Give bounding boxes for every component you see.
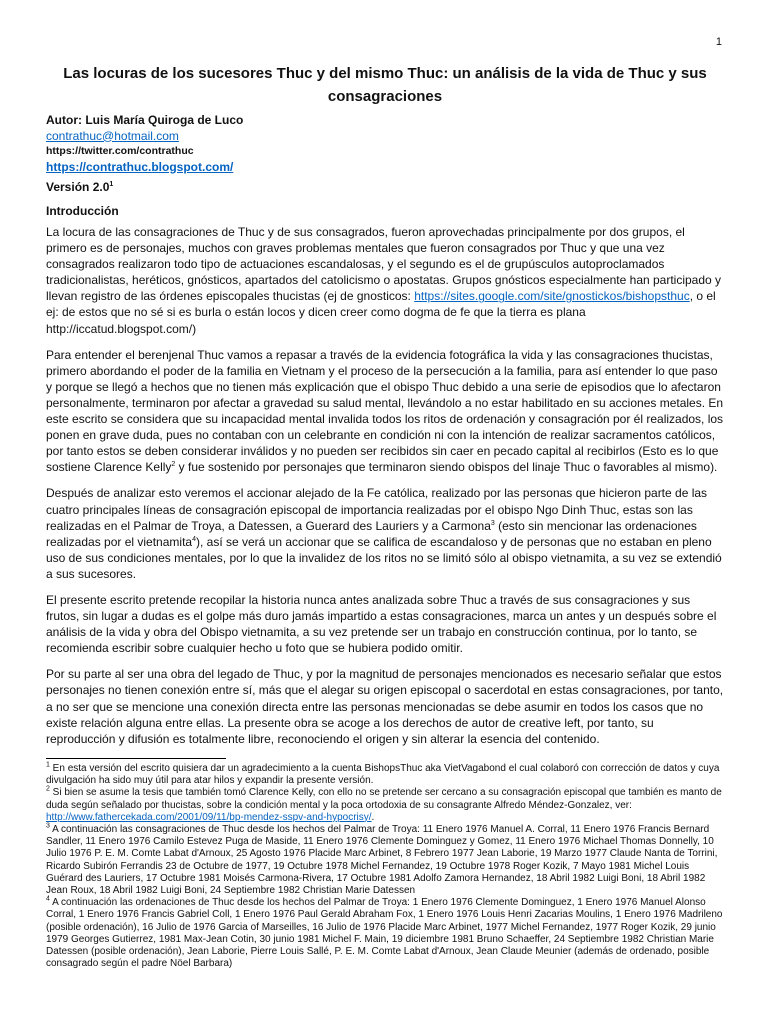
footnote-2 xyxy=(46,787,724,824)
paragraph-1 xyxy=(46,224,724,337)
footnote-1-text: En esta versión del escrito quisiera dar un agradecimiento a la cuenta BishopsThuc aka VietVagabond el cual colaboró con corrección de datos y cuya divulgación ha sido muy útil para atar hilos y expandir la presente versión. xyxy=(46,763,720,787)
footnote-ref-3: 3 xyxy=(490,519,495,527)
twitter-url: https://twitter.com/contrathuc xyxy=(46,145,194,157)
paragraph-4: El presente escrito pretende recopilar la historia nunca antes analizada sobre Thuc a través de sus consagraciones y sus frutos, sin lugar a dudas es el golpe más duro jamás impartido a estas consagraciones, marca un antes y un después sobre el análisis de la vida y obra del Obispo vietnamita, a su vez pretende ser un trabajo en construcción continua, por lo tanto, se recomienda escribir sobre cualquier hecho u foto que se hubiera podido omitir. xyxy=(46,592,717,656)
paragraph-1-text-b: , o el ej: de estos que no sé si es burla o están locos y dicen creer como dogma de fe que la tierra es plana http://iccatud.blogspot.com/) xyxy=(46,289,716,336)
paragraph-3-text-a: Después de analizar esto veremos el accionar alejado de la Fe católica, realizado por las personas que hicieron parte de las cuatro principales líneas de consagración episcopal de importancia realizadas por el obispo Ngo Dinh Thuc, estas son las realizadas en el Palmar de Troya, a Datessen, a Guerard des Lauriers y a Carmona xyxy=(46,486,708,533)
footnote-ref-1: 1 xyxy=(109,181,114,188)
version-text: Versión 2.0 xyxy=(46,180,110,194)
footnote-4-text: A continuación las ordenaciones de Thuc desde los hechos del Palmar de Troya: 1 Enero 1976 Clemente Dominguez, 1 Enero 1976 Manuel Alonso Corral, 1 Enero 1976 Francis Gabriel Coll, 1 Enero 1976 Paul Gerald Abraham Fox, 1 Enero 1976 Louis Henri Zacarias Moulins, 1 Enero 1976 Madrileno (posible ordenación), 16 Julio de 1976 Garcia of Marseilles, 16 Julio de 1976 Placide Marc Arbinet, 1977 Michel Fernandez, 1977 Roger Kozik, 29 junio 1979 Georges Gutierrez, 1981 Max-Jean Cotin, 30 junio 1981 Michel F. Main, 19 diciembre 1981 Bruno Schaeffer, 24 Septiembre 1982 Christian Marie Datessen (posible ordenación), Jean Laborie, Pierre Louis Sallé, P. E. M. Comte Labat d'Arnoux, Jean Claude Meunier (además de ordenado, posible consagrado según el padre Nöel Barbara) xyxy=(46,897,723,970)
fathercekada-link[interactable]: http://www.fathercekada.com/2001/09/11/bp-mendez-sspv-and-hypocrisy/ xyxy=(46,811,372,823)
paragraph-3 xyxy=(46,485,724,582)
footnote-2-end: . xyxy=(371,811,375,823)
paragraph-3-text-b: (esto sin mencionar las ordenaciones realizadas por el vietnamita xyxy=(46,518,697,549)
paragraph-2 xyxy=(46,347,724,476)
paragraph-2-text-a: Para entender el berenjenal Thuc vamos a repasar a través de la evidencia fotográfica la vida y las consagraciones thucistas, primero abordando el poder de la familia en Vietnam y el proceso de la persecución a la familia, para así entender lo que paso y porque se llegó a hechos que no tienen más explicación que el obispo Thuc debido a una serie de episodios que lo afectaron personalmente, terminaron por afectar a gravedad su salud mental, llevándolo a no estar habilitado en su acciones metales. En este escrito se considera que su incapacidad mental invalida todos los ritos de ordenación y consagración por él realizados, los ponen en grave duda, pues no contaban con un celebrante en condición ni con la intención de realizar sacramentos católicos, por tanto estos se deben considerar inválidos y no pueden ser recibidos sin caer en pecado capital al recibirlos (Esto es lo que sostiene Clarence Kelly xyxy=(46,347,724,475)
footnote-3-number: 3 xyxy=(46,822,50,830)
footnote-2-number: 2 xyxy=(46,786,50,794)
paragraph-5: Por su parte al ser una obra del legado de Thuc, y por la magnitud de personajes mencionados es necesario señalar que estos personajes no tienen conexión entre sí, más que el alegar su origen episcopal o sacerdotal en estas consagraciones, por tanto, a no ser que se mencione una conexión directa entre las personas mencionadas se debe asumir en todos los casos que no existe relación alguna entre ellas. La presente obra se acoge a los derechos de autor de creative left, por tanto, su reproducción y difusión es totalmente libre, reconociendo el origen y sin alterar la esencia del contenido. xyxy=(46,667,724,746)
page-number: 1 xyxy=(715,36,722,48)
footnotes xyxy=(46,763,724,970)
author-block xyxy=(46,113,243,175)
footnote-1 xyxy=(46,763,724,787)
gnostickos-link[interactable]: https://sites.google.com/site/gnostickos/bishopsthuc xyxy=(414,289,690,304)
email-link[interactable]: contrathuc@hotmail.com xyxy=(46,128,179,143)
footnote-3-text: A continuación las consagraciones de Thuc desde los hechos del Palmar de Troya: 11 Enero 1976 Manuel A. Corral, 11 Enero 1976 Francis Bernard Sandler, 11 Enero 1976 Camilo Estevez Puga de Maside, 11 Enero 1976 Clemente Dominguez y Gomez, 11 Enero 1976 Michael Thomas Donnelly, 10 Julio 1976 P. E. M. Comte Labat d'Arnoux, 25 Agosto 1976 Placide Marc Arbinet, 8 Febrero 1977 Jean Laborie, 19 Marzo 1977 Claude Nanta de Torrini, Ricardo Subirón Ferrandis 23 de Octubre de 1977, 19 Octubre 1978 Michel Fernandez, 19 Octubre 1978 Roger Kozik, 7 Mayo 1981 Michel Louis Guérard des Lauriers, 17 Octubre 1981 Moisés Carmona-Rivera, 17 Octubre 1981 Adolfo Zamora Hernandez, 18 Abril 1982 Luigi Boni, 18 Abril 1982 Jean Roux, 18 Abril 1982 Luigi Boni, 24 Septiembre 1982 Christian Marie Datessen xyxy=(46,824,718,897)
paragraph-3-text-c: ), así se verá un accionar que se califica de escandaloso y de personas que no estaban en pleno uso de sus condiciones mentales, por lo que la invalidez de los ritos no se limitó sólo al obispo vietnamita, a su vez se extendió a sus sucesores. xyxy=(46,534,722,581)
blog-link[interactable]: https://contrathuc.blogspot.com/ xyxy=(46,159,234,174)
paragraph-2-text-b: y fue sostenido por personajes que terminaron siendo obispos del linaje Thuc o favorables al mismo). xyxy=(175,460,718,475)
document-title: Las locuras de los sucesores Thuc y del mismo Thuc: un análisis de la vida de Thuc y sus consagraciones xyxy=(63,65,707,105)
footnote-2-text: Si bien se asume la tesis que también tomó Clarence Kelly, con ello no se pretende ser cercano a su consagración episcopal que también es manto de duda según señalado por thucistas, sobre la condición mental y la poca ortodoxia de su consagrante Alfredo Méndez-Gonzalez, ver: xyxy=(46,787,722,811)
footnote-4-number: 4 xyxy=(46,895,50,903)
footnote-4 xyxy=(46,897,724,970)
footnote-3 xyxy=(46,824,724,897)
footnote-separator xyxy=(46,758,226,759)
footnote-1-number: 1 xyxy=(46,761,50,769)
author-name: Autor: Luis María Quiroga de Luco xyxy=(46,113,244,127)
paragraph-1-text-a: La locura de las consagraciones de Thuc y de sus consagrados, fueron aprovechadas principalmente por dos grupos, el primero es de personajes, muchos con graves problemas mentales que fueron consagrados por Thuc y que una vez consagrados realizaron todo tipo de actuaciones escandalosas, y el segundo es el de grupúsculos autoproclamados tradicionalistas, heréticos, gnósticos, apartados del catolicismo o apostatas. Grupos gnósticos especialmente han participado y llevan registro de las órdenes episcopales thucistas (ej de gnosticos: xyxy=(46,225,722,304)
footnote-ref-4: 4 xyxy=(192,535,196,543)
body-text xyxy=(46,224,724,757)
version-label xyxy=(46,180,113,194)
section-heading-introduccion: Introducción xyxy=(46,204,119,218)
footnote-ref-2: 2 xyxy=(171,461,176,469)
